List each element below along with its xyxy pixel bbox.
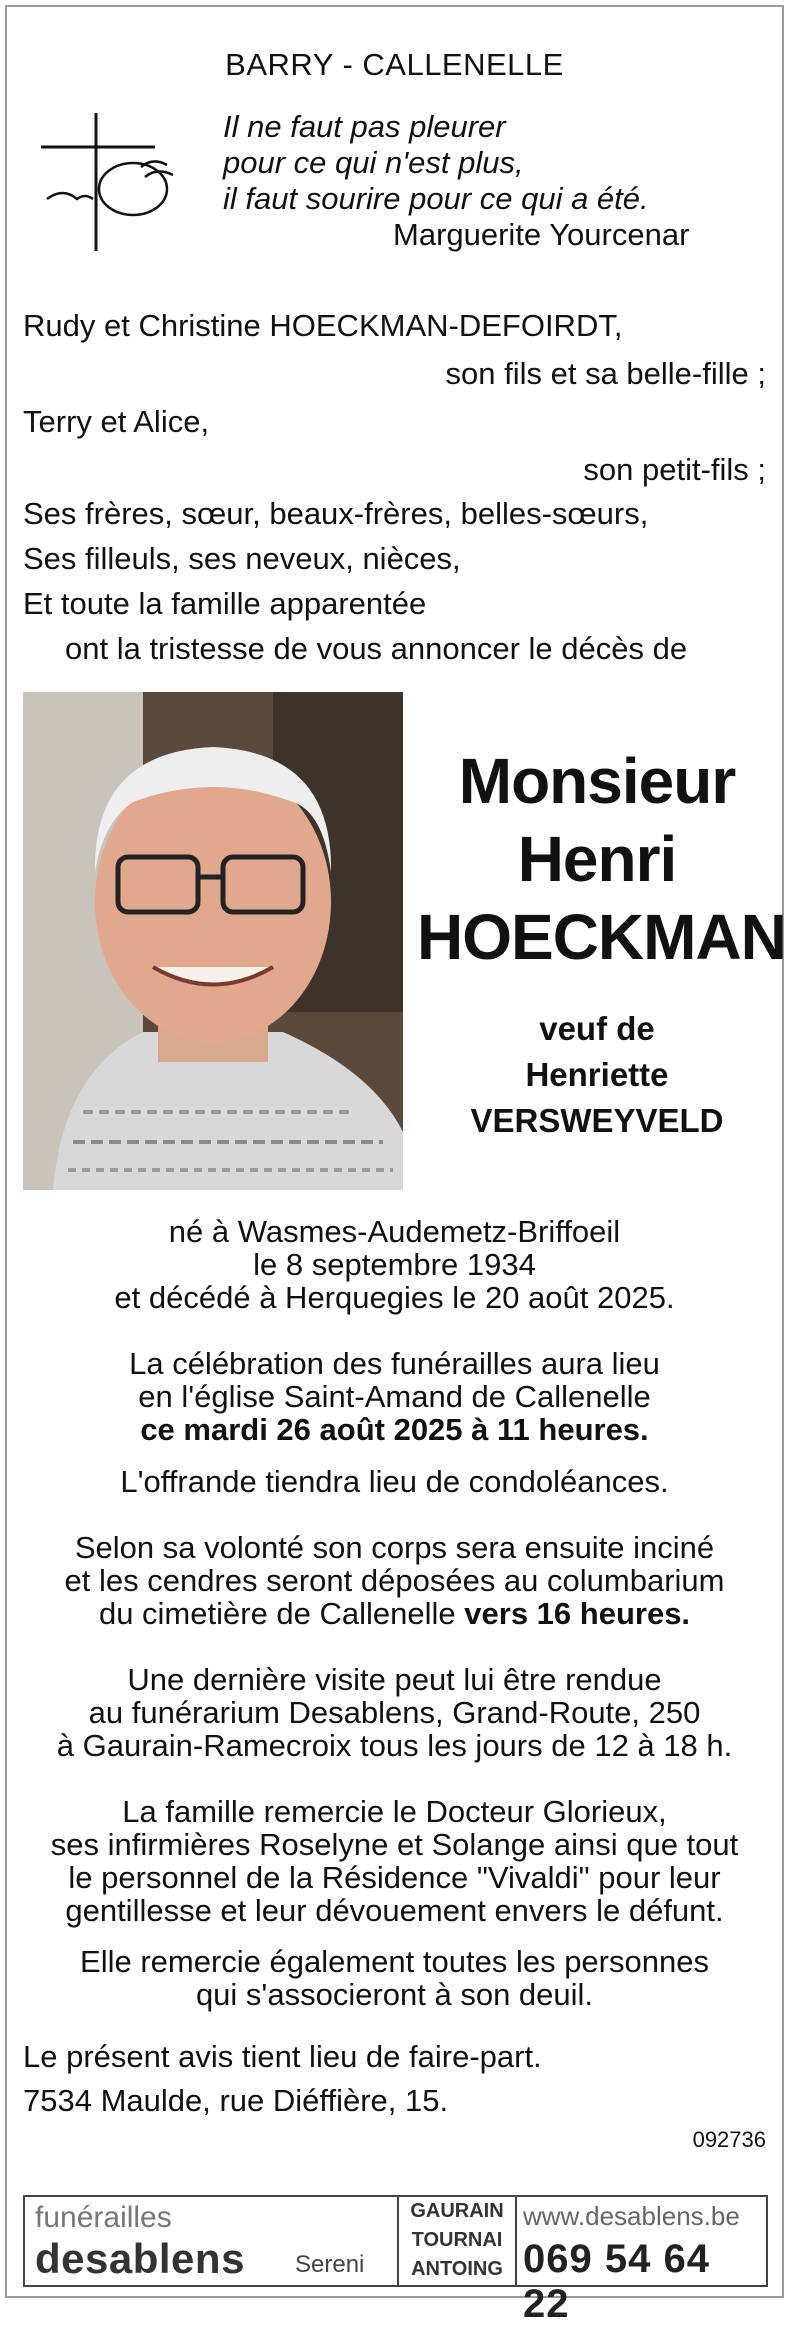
reference-number: 092736 [692,2127,766,2152]
town-list [397,2197,517,2285]
town: TOURNAI [411,2229,503,2251]
town: GAURAIN [410,2200,504,2222]
thanks-line: Elle remercie également toutes les personnes [80,1944,709,1979]
visit-line: à Gaurain-Ramecroix tous les jours de 12 à 18 h. [56,1728,733,1763]
family-line: Terry et Alice, [23,404,210,439]
deceased-first-name: Henri [517,823,677,895]
deceased-title: Monsieur [458,745,736,817]
thanks-line: La famille remercie le Docteur Glorieux, [122,1794,667,1829]
family-relation: son petit-fils ; [583,452,766,487]
birth-line: le 8 septembre 1934 [253,1247,536,1282]
closing-line: Le présent avis tient lieu de faire-part. [23,2039,542,2074]
visit-line: au funérarium Desablens, Grand-Route, 250 [88,1695,701,1730]
location-header: BARRY - CALLENELLE [225,47,564,82]
family-line: Et toute la famille apparentée [23,586,427,621]
brand-sub: Sereni [295,2251,365,2278]
condolences-line: L'offrande tiendra lieu de condoléances. [120,1464,669,1499]
thanks-line: qui s'associeront à son deuil. [195,1977,594,2012]
birth-line: né à Wasmes-Audemetz-Briffoeil [168,1214,621,1249]
cremation-line: Selon sa volonté son corps sera ensuite inciné [74,1530,715,1565]
cremation-place: du cimetière de Callenelle [98,1596,456,1631]
cross-icon [33,107,183,257]
portrait-photo [23,692,403,1190]
brand-word: funérailles [35,2201,172,2234]
announcement-line: ont la tristesse de vous annoncer le décès de [65,631,688,666]
quote [223,109,689,253]
spouse-last-name: VERSWEYVELD [470,1102,724,1139]
quote-line: il faut sourire pour ce qui a été. [223,181,649,216]
family-relation: son fils et sa belle-fille ; [445,356,766,391]
cremation-line: et les cendres seront déposées au columbarium [64,1563,725,1598]
quote-line: pour ce qui n'est plus, [223,145,524,180]
spouse-first-name: Henriette [525,1056,669,1093]
widower-label: veuf de [539,1010,655,1047]
thanks-line: le personnel de la Résidence "Vivaldi" pour leur [68,1860,721,1895]
quote-line: Il ne faut pas pleurer [223,109,506,144]
deceased-name-block [417,742,786,1144]
deceased-last-name: HOECKMAN [417,901,786,973]
ceremony-line: La célébration des funérailles aura lieu [129,1346,660,1381]
obituary-notice [5,5,786,2326]
cremation-time: vers 16 heures. [464,1596,691,1631]
ceremony-line: en l'église Saint-Amand de Callenelle [138,1379,651,1414]
website-link[interactable]: www.desablens.be [523,2201,740,2231]
thanks-line: gentillesse et leur dévouement envers le défunt. [65,1893,724,1928]
family-line: Rudy et Christine HOECKMAN-DEFOIRDT, [23,308,623,343]
town: ANTOING [411,2258,503,2280]
phone-number: 069 54 64 22 [523,2237,710,2326]
cremation-line [7,1597,782,1630]
brand-name: desablens [35,2235,245,2282]
ceremony-date: ce mardi 26 août 2025 à 11 heures. [140,1412,649,1447]
thanks-line: ses infirmières Roselyne et Solange ainsi que tout [50,1827,739,1862]
quote-author: Marguerite Yourcenar [393,217,690,252]
family-line: Ses filleuls, ses neveux, nièces, [23,541,461,576]
address-line: 7534 Maulde, rue Diéffière, 15. [23,2083,449,2118]
funeral-home-banner [23,2195,768,2326]
visit-line: Une dernière visite peut lui être rendue [127,1662,662,1697]
death-line: et décédé à Herquegies le 20 août 2025. [114,1280,675,1315]
family-line: Ses frères, sœur, beaux-frères, belles-sœurs, [23,496,649,531]
